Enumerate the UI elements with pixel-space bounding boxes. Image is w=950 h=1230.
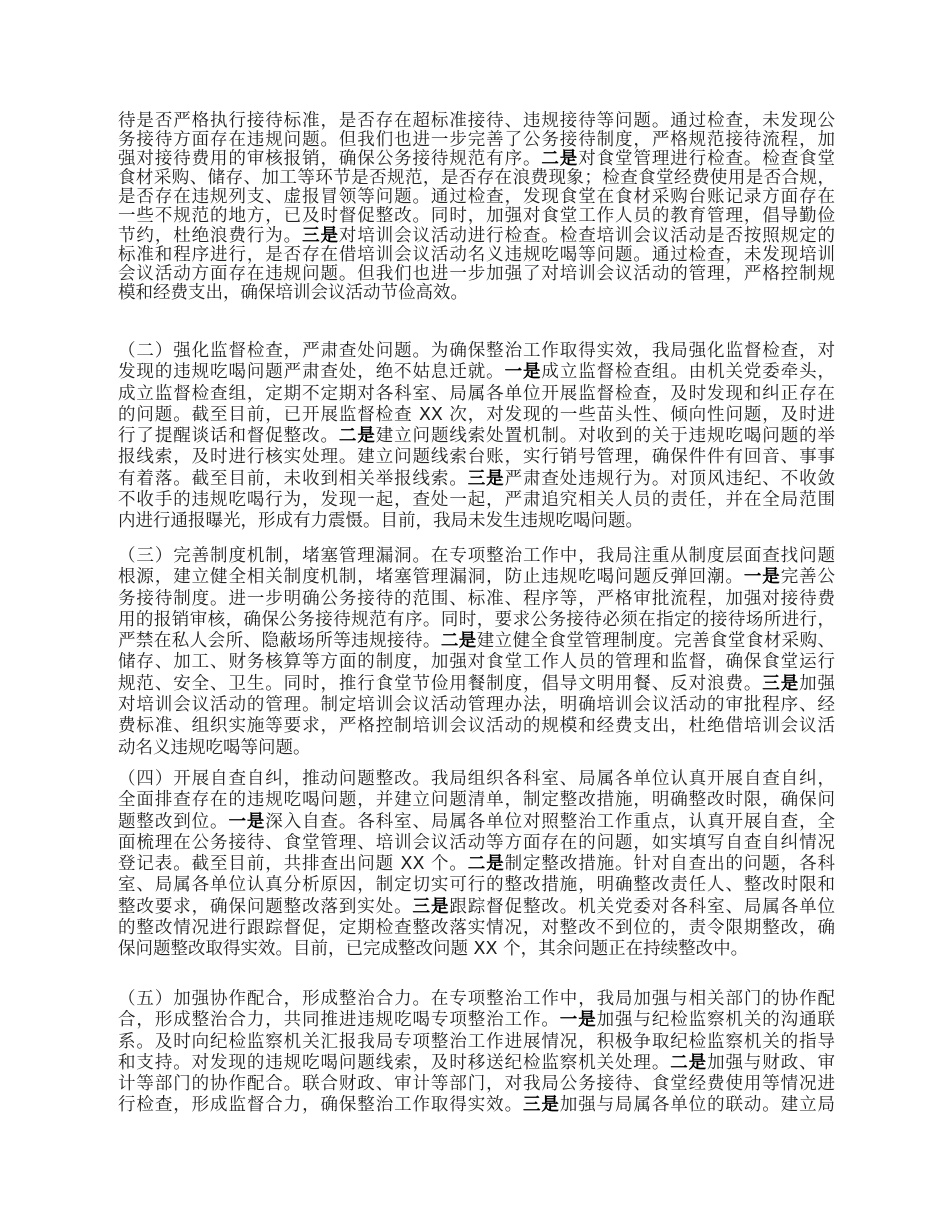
text-line — [118, 490, 835, 511]
text-segment: 行检查，形成监督合力，确保整治工作取得实效。 — [118, 1095, 523, 1116]
text-segment: 对培训会议活动的管理。制定培训会议活动管理办法，明确培训会议活动的审批程序、经 — [118, 695, 835, 716]
text-line — [118, 284, 835, 303]
text-line — [118, 674, 835, 695]
text-segment: （三）完善制度机制，堵塞管理漏洞。在专项整治工作中，我局注重从制度层面查找问题 — [118, 546, 835, 566]
text-line — [118, 875, 835, 896]
text-line — [118, 738, 835, 759]
paragraph-supervision-inspection — [118, 341, 835, 533]
text-line — [118, 1095, 835, 1116]
bold-enumerator: 三是 — [302, 225, 339, 246]
text-segment: 动名义违规吃喝等问题。 — [118, 737, 311, 758]
text-segment: 用的报销审核，确保公务接待规范有序。同时，要求公务接待必须在指定的接待场所进行， — [118, 609, 835, 630]
text-line — [118, 918, 835, 939]
text-segment: 建立健全食堂管理制度。完善食堂食材采购、 — [476, 631, 836, 652]
text-line — [118, 546, 835, 567]
text-segment: 规范、安全、卫生。同时，推行食堂节俭用餐制度，倡导文明用餐、反对浪费。 — [118, 673, 763, 694]
text-line — [118, 265, 835, 284]
text-line — [118, 169, 835, 188]
text-line — [118, 610, 835, 631]
text-line — [118, 567, 835, 588]
bold-enumerator: 三是 — [522, 1095, 560, 1116]
bold-enumerator: 一是 — [228, 811, 266, 832]
text-line — [118, 631, 835, 652]
text-segment: 计等部门的协作配合。联合财政、审计等部门，对我局公务接待、食堂经费使用等情况进 — [118, 1074, 835, 1095]
text-line — [118, 188, 835, 207]
text-segment: 成立监督检查组，定期不定期对各科室、局属各单位开展监督检查，及时发现和纠正存在 — [118, 383, 835, 404]
text-line — [118, 227, 835, 246]
text-segment: 的问题。截至目前，已开展监督检查 XX 次，对发现的一些苗头性、倾向性问题，及时进 — [118, 404, 835, 425]
text-line — [118, 150, 835, 169]
text-segment: 整改要求，确保问题整改落到实处。 — [118, 896, 413, 917]
text-line — [118, 405, 835, 426]
text-segment: 室、局属各单位认真分析原因，制定切实可行的整改措施，明确整改责任人、整改时限和 — [118, 875, 835, 896]
text-segment: 食材采购、储存、加工等环节是否规范，是否存在浪费现象；检查食堂经费使用是否合规， — [118, 168, 835, 189]
text-segment: 标准和程序进行，是否存在借培训会议活动名义违规吃喝等问题。通过检查，未发现培训 — [118, 244, 835, 265]
text-segment: （五）加强协作配合，形成整治合力。在专项整治工作中，我局加强与相关部门的协作配 — [118, 989, 835, 1009]
text-line — [118, 854, 835, 875]
text-line — [118, 131, 835, 150]
text-segment: 面梳理在公务接待、食堂管理、培训会议活动等方面存在的问题，如实填写自查自纠情况 — [118, 832, 835, 853]
text-segment: 行了提醒谈话和督促整改。 — [118, 426, 339, 447]
text-segment: 节约，杜绝浪费行为。 — [118, 225, 303, 246]
bold-enumerator: 三是 — [412, 896, 450, 917]
text-line — [118, 207, 835, 226]
bold-enumerator: 二是 — [670, 1052, 708, 1073]
text-segment: 内进行通报曝光，形成有力震慑。目前，我局未发生违规吃喝问题。 — [118, 511, 643, 532]
text-segment: 全面排查存在的违规吃喝问题，并建立问题清单，制定整改措施，明确整改时限，确保问 — [118, 790, 835, 811]
text-segment: 跟踪督促整改。机关党委对各科室、局属各单位 — [449, 896, 836, 917]
text-line — [118, 447, 835, 468]
text-segment: 报线索，及时进行核实处理。建立问题线索台账，实行销号管理，确保件件有回音、事事 — [118, 447, 835, 468]
text-segment: 会议活动方面存在违规问题。但我们也进一步加强了对培训会议活动的管理，严格控制规 — [118, 263, 835, 284]
text-segment: 加强与纪检监察机关的沟通联 — [596, 1010, 836, 1031]
text-segment: 加强与财政、审 — [707, 1052, 836, 1073]
text-segment: 完善公 — [780, 567, 836, 588]
text-line — [118, 897, 835, 918]
text-line — [118, 939, 835, 960]
bold-enumerator: 一是 — [559, 1010, 597, 1031]
text-line — [118, 769, 835, 790]
bold-enumerator: 二是 — [440, 631, 477, 652]
bold-enumerator: 一是 — [743, 567, 781, 588]
bold-enumerator: 三是 — [467, 468, 505, 489]
text-segment: 对培训会议活动进行检查。检查培训会议活动是否按照规定的 — [338, 225, 836, 246]
text-segment: 保问题整改取得实效。目前，已完成整改问题 XX 个，其余问题正在持续整改中。 — [118, 939, 749, 960]
text-segment: 对食堂管理进行检查。检查食堂 — [578, 149, 836, 170]
text-line — [118, 1010, 835, 1031]
text-segment: 登记表。截至目前，共排查出问题 XX 个。 — [118, 854, 468, 875]
text-segment: 是否存在违规列支、虚报冒领等问题。通过检查，发现食堂在食材采购台账记录方面存在 — [118, 187, 835, 208]
paragraph-self-inspection — [118, 769, 835, 961]
text-line — [118, 589, 835, 610]
paragraph-collaboration — [118, 989, 835, 1117]
text-segment: 系。及时向纪检监察机关汇报我局专项整治工作进展情况，积极争取纪检监察机关的指导 — [118, 1031, 835, 1052]
text-segment: 合，形成整治合力，共同推进违规吃喝专项整治工作。 — [118, 1010, 560, 1031]
text-segment: 题整改到位。 — [118, 811, 229, 832]
paragraph-reception-canteen-training-checks — [118, 112, 835, 303]
text-segment: 加强 — [799, 673, 836, 694]
text-line — [118, 362, 835, 383]
bold-enumerator: 三是 — [762, 673, 800, 694]
text-line — [118, 426, 835, 447]
text-line — [118, 716, 835, 737]
text-segment: 不收手的违规吃喝行为，发现一起，查处一起，严肃追究相关人员的责任，并在全局范围 — [118, 490, 835, 511]
text-segment: 一些不规范的地方，已及时督促整改。同时，加强对食堂工作人员的教育管理，倡导勤俭 — [118, 206, 835, 227]
text-line — [118, 511, 835, 532]
bold-enumerator: 二是 — [338, 426, 376, 447]
text-line — [118, 1032, 835, 1053]
text-segment: （四）开展自查自纠，推动问题整改。我局组织各科室、局属各单位认真开展自查自纠， — [118, 769, 835, 789]
text-segment: 有着落。截至目前，未收到相关举报线索。 — [118, 468, 468, 489]
bold-enumerator: 二是 — [541, 149, 579, 170]
text-line — [118, 246, 835, 265]
bold-enumerator: 二是 — [467, 854, 505, 875]
text-segment: 和支持。对发现的违规吃喝问题线索，及时移送纪检监察机关处理。 — [118, 1052, 671, 1073]
text-segment: 严禁在私人会所、隐蔽场所等违规接待。 — [118, 631, 441, 652]
text-segment: 模和经费支出，确保培训会议活动节俭高效。 — [118, 282, 468, 303]
text-line — [118, 112, 835, 131]
text-segment: 发现的违规吃喝问题严肃查处，绝不姑息迁就。 — [118, 362, 505, 383]
text-line — [118, 341, 835, 362]
text-segment: （二）强化监督检查，严肃查处问题。为确保整治工作取得实效，我局强化监督检查，对 — [118, 341, 835, 361]
text-line — [118, 695, 835, 716]
text-line — [118, 1074, 835, 1095]
text-segment: 务接待制度。进一步明确公务接待的范围、标准、程序等，严格审批流程，加强对接待费 — [118, 588, 835, 609]
text-line — [118, 812, 835, 833]
text-segment: 加强与局属各单位的联动。建立局 — [559, 1095, 836, 1116]
text-segment: 根源，建立健全相关制度机制，堵塞管理漏洞，防止违规吃喝问题反弹回潮。 — [118, 567, 744, 588]
text-segment: 储存、加工、财务核算等方面的制度，加强对食堂工作人员的管理和监督，确保食堂运行 — [118, 652, 835, 673]
text-line — [118, 652, 835, 673]
text-line — [118, 790, 835, 811]
text-line — [118, 384, 835, 405]
text-line — [118, 989, 835, 1010]
text-segment: 强对接待费用的审核报销，确保公务接待规范有序。 — [118, 149, 542, 170]
text-segment: 严肃查处违规行为。对顶风违纪、不收敛 — [504, 468, 836, 489]
text-line — [118, 1053, 835, 1074]
text-segment: 待是否严格执行接待标准，是否存在超标准接待、违规接待等问题。通过检查，未发现公 — [118, 111, 835, 131]
text-segment: 的整改情况进行跟踪督促，定期检查整改落实情况，对整改不到位的，责令限期整改，确 — [118, 918, 835, 939]
text-segment: 建立问题线索处置机制。对收到的关于违规吃喝问题的举 — [375, 426, 836, 447]
text-line — [118, 833, 835, 854]
text-line — [118, 469, 835, 490]
text-segment: 费标准、组织实施等要求，严格控制培训会议活动的规模和经费支出，杜绝借培训会议活 — [118, 716, 835, 737]
paragraph-system-mechanism — [118, 546, 835, 759]
text-segment: 深入自查。各科室、局属各单位对照整治工作重点，认真开展自查，全 — [265, 811, 836, 832]
text-segment: 务接待方面存在违规问题。但我们也进一步完善了公务接待制度，严格规范接待流程，加 — [118, 130, 835, 151]
text-segment: 成立监督检查组。由机关党委牵头， — [541, 362, 836, 383]
text-segment: 制定整改措施。针对自查出的问题，各科 — [504, 854, 835, 875]
bold-enumerator: 一是 — [504, 362, 542, 383]
